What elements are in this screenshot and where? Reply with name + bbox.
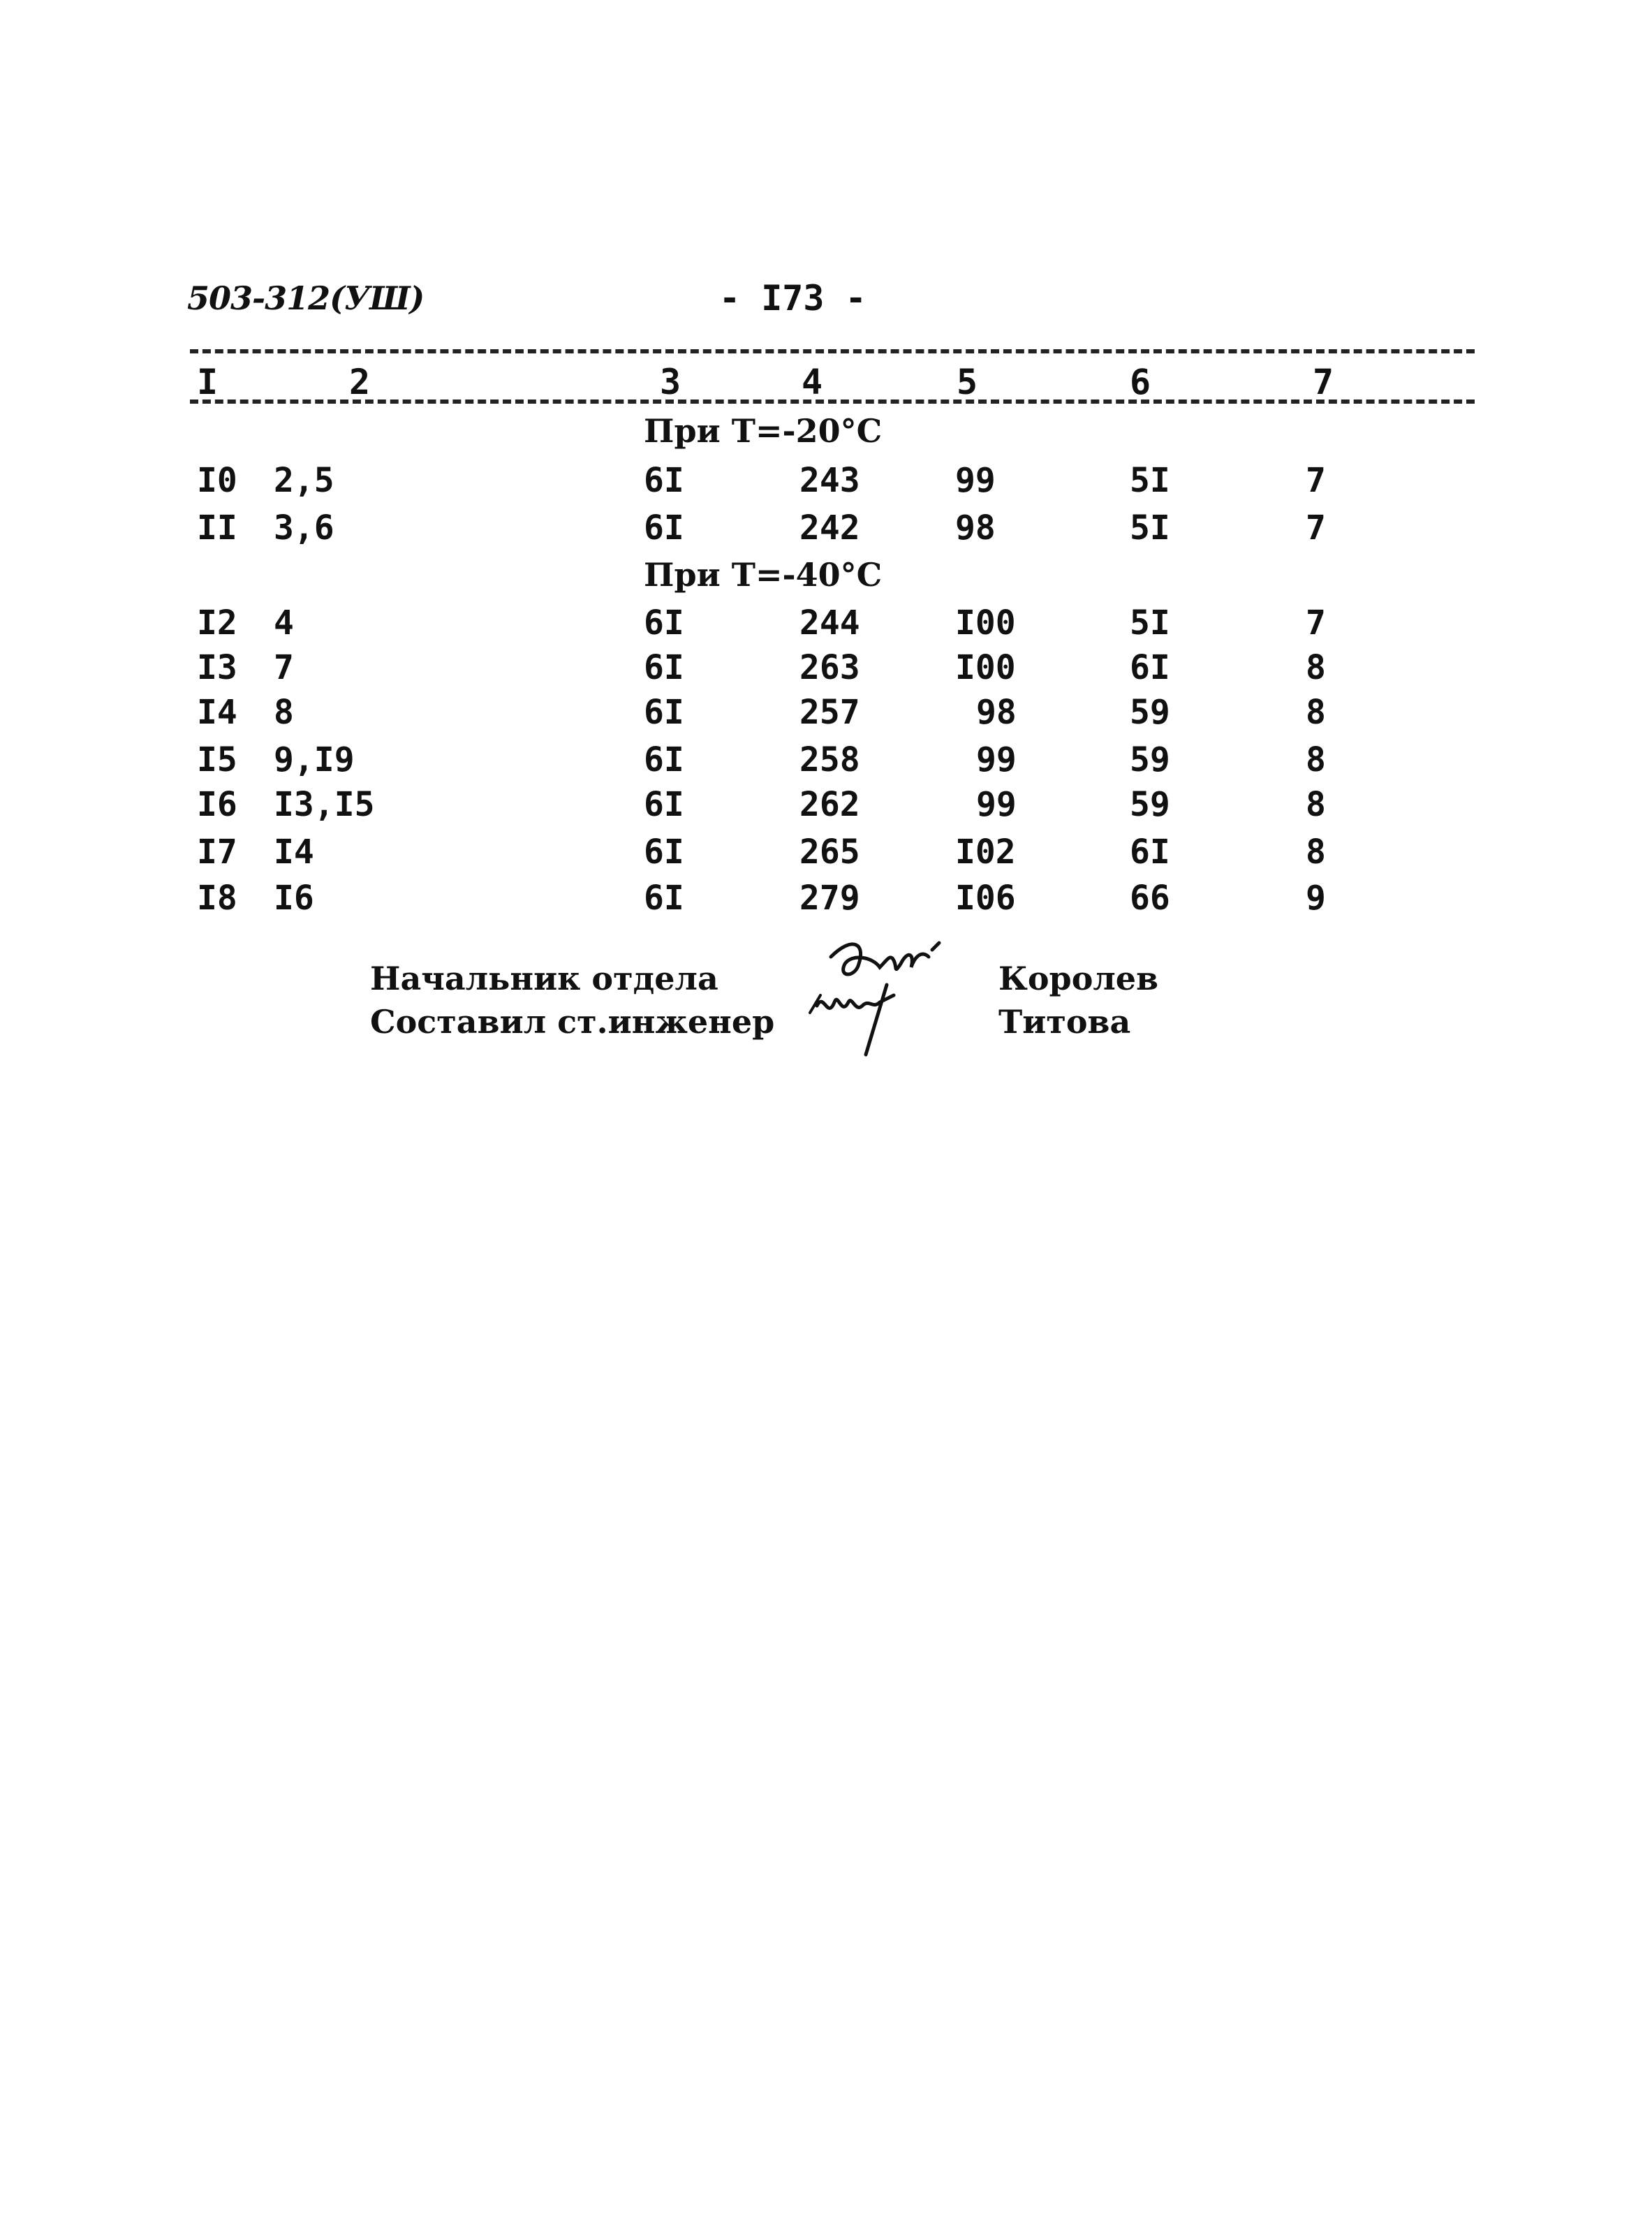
table-cell: 7 — [1306, 508, 1326, 548]
table-cell: I00 — [955, 648, 1016, 687]
table-cell: I4 — [197, 693, 237, 732]
table-cell: I0 — [197, 461, 237, 500]
table-cell: 8 — [1306, 740, 1326, 779]
table-cell: II — [197, 508, 237, 548]
signature-roles — [370, 957, 774, 1043]
table-cell: 99 — [976, 785, 1017, 824]
signature-name: Королев — [998, 960, 1159, 997]
table-cell: 7 — [274, 648, 294, 687]
signature-names — [998, 957, 1158, 1043]
signature-name: Титова — [998, 1003, 1131, 1041]
table-cell: 6I — [644, 879, 684, 918]
table-cell: 6I — [644, 461, 684, 500]
table-cell: 263 — [799, 648, 860, 687]
column-header: 5 — [957, 362, 978, 402]
page-number: - I73 - — [719, 278, 866, 318]
table-cell: 59 — [1130, 785, 1170, 824]
table-cell: 6I — [644, 693, 684, 732]
table-cell: 279 — [799, 879, 860, 918]
column-header: 3 — [660, 362, 681, 402]
table-cell: 2,5 — [274, 461, 334, 500]
table-cell: 5I — [1130, 461, 1170, 500]
table-cell: 6I — [644, 785, 684, 824]
table-cell: I06 — [955, 879, 1016, 918]
table-cell: 8 — [274, 693, 294, 732]
signature-role: Составил ст.инженер — [370, 1003, 775, 1041]
table-cell: 7 — [1306, 603, 1326, 643]
table-cell: 6I — [644, 740, 684, 779]
table-cell: 6I — [644, 603, 684, 643]
signature-role: Начальник отдела — [370, 960, 718, 997]
table-cell: 262 — [799, 785, 860, 824]
section-title: При T=-20°С — [644, 412, 883, 450]
table-cell: I3,I5 — [274, 785, 375, 824]
document-code: 503-312(УШ) — [187, 279, 425, 317]
table-cell: I2 — [197, 603, 237, 643]
table-cell: I8 — [197, 879, 237, 918]
table-cell: 98 — [955, 508, 996, 548]
table-header-rule — [190, 400, 1475, 404]
section-title: При T=-40°С — [644, 556, 883, 594]
table-cell: 3,6 — [274, 508, 334, 548]
table-cell: 59 — [1130, 740, 1170, 779]
column-header: I — [197, 362, 219, 402]
table-cell: 6I — [644, 508, 684, 548]
table-cell: I7 — [197, 833, 237, 872]
table-cell: 6I — [1130, 648, 1170, 687]
table-cell: 8 — [1306, 785, 1326, 824]
table-cell: 98 — [976, 693, 1017, 732]
table-cell: 9,I9 — [274, 740, 355, 779]
table-cell: 99 — [976, 740, 1017, 779]
table-cell: 6I — [644, 833, 684, 872]
table-cell: 9 — [1306, 879, 1326, 918]
table-cell: 7 — [1306, 461, 1326, 500]
table-cell: 242 — [799, 508, 860, 548]
table-cell: 258 — [799, 740, 860, 779]
table-cell: I3 — [197, 648, 237, 687]
table-cell: I6 — [197, 785, 237, 824]
column-header: 6 — [1130, 362, 1151, 402]
handwritten-signature — [789, 929, 998, 1069]
table-cell: 4 — [274, 603, 294, 643]
table-cell: I6 — [274, 879, 314, 918]
table-cell: 8 — [1306, 648, 1326, 687]
table-cell: 5I — [1130, 508, 1170, 548]
column-header: 4 — [802, 362, 823, 402]
table-cell: I5 — [197, 740, 237, 779]
table-cell: 6I — [1130, 833, 1170, 872]
table-cell: 244 — [799, 603, 860, 643]
table-cell: 5I — [1130, 603, 1170, 643]
table-cell: 6I — [644, 648, 684, 687]
table-cell: 99 — [955, 461, 996, 500]
table-cell: I00 — [955, 603, 1016, 643]
table-cell: 66 — [1130, 879, 1170, 918]
table-cell: 8 — [1306, 833, 1326, 872]
table-cell: 265 — [799, 833, 860, 872]
table-cell: 257 — [799, 693, 860, 732]
table-cell: I02 — [955, 833, 1016, 872]
table-cell: 59 — [1130, 693, 1170, 732]
table-cell: 8 — [1306, 693, 1326, 732]
column-header: 7 — [1313, 362, 1334, 402]
table-cell: I4 — [274, 833, 314, 872]
table-top-rule — [190, 349, 1475, 353]
column-header: 2 — [349, 362, 371, 402]
table-cell: 243 — [799, 461, 860, 500]
